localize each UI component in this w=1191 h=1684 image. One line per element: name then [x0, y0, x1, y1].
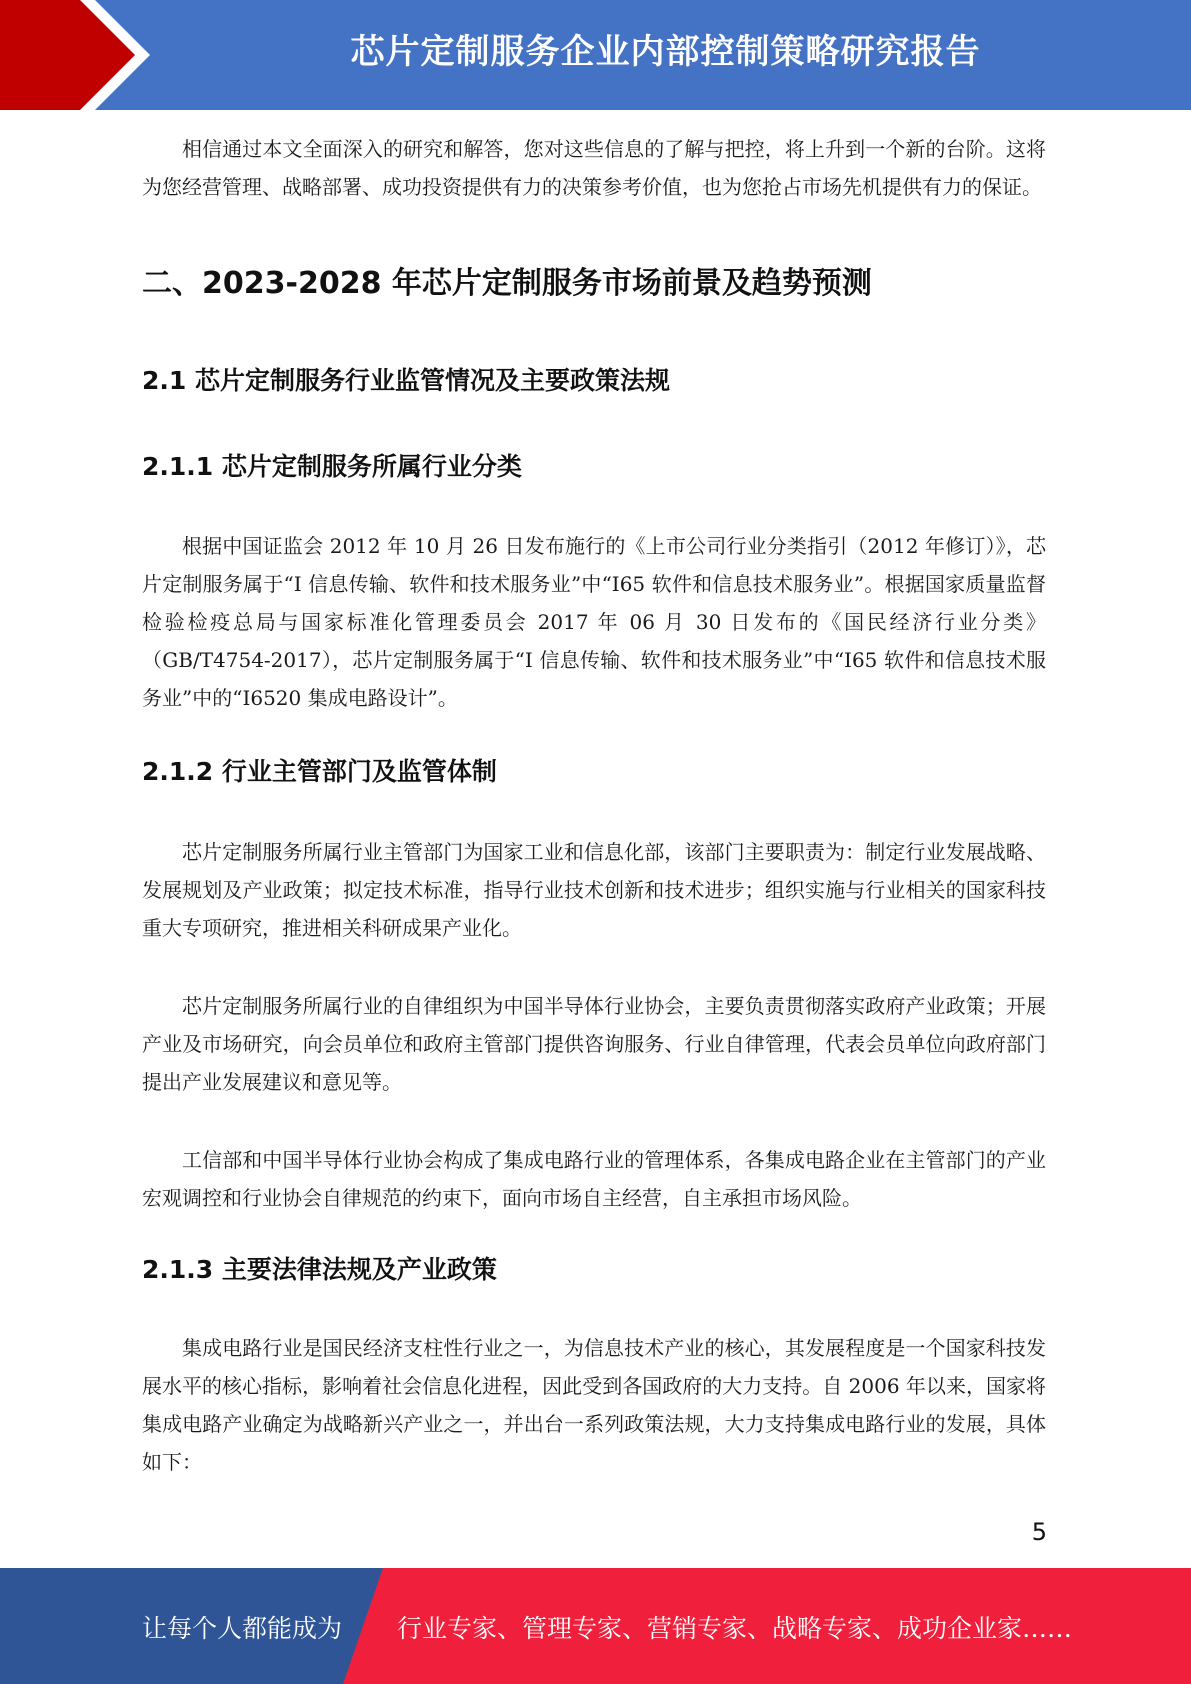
- header-banner: [0, 0, 1191, 110]
- subsection-heading-2-1: 2.1 芯片定制服务行业监管情况及主要政策法规: [142, 366, 670, 395]
- subsection-heading-2-1-3: 2.1.3 主要法律法规及产业政策: [142, 1255, 497, 1284]
- page-number: 5: [1031, 1518, 1047, 1546]
- subsection-heading-2-1-1: 2.1.1 芯片定制服务所属行业分类: [142, 452, 522, 481]
- paragraph-laws-policies: 集成电路行业是国民经济支柱性行业之一，为信息技术产业的核心，其发展程度是一个国家科技发展水平的核心指标，影响着社会信息化进程，因此受到各国政府的大力支持。自 2006 年以来，国家将集成电路产业确定为战略新兴产业之一，并出台一系列政策法规，大力支持集成电路行业的发展，具体如下：: [142, 1336, 1046, 1474]
- footer-slogan-left: 让每个人都能成为: [142, 1614, 343, 1643]
- paragraph-self-regulation: 芯片定制服务所属行业的自律组织为中国半导体行业协会，主要负责贯彻落实政府产业政策；开展产业及市场研究，向会员单位和政府主管部门提供咨询服务、行业自律管理，代表会员单位向政府部门提出产业发展建议和意见等。: [142, 994, 1046, 1094]
- page-content: [142, 130, 1046, 1481]
- footer-banner: [0, 1568, 1191, 1684]
- subsection-heading-2-1-2: 2.1.2 行业主管部门及监管体制: [142, 757, 497, 786]
- footer-slogan-right: 行业专家、管理专家、营销专家、战略专家、成功企业家……: [397, 1614, 1073, 1643]
- report-title: 芯片定制服务企业内部控制策略研究报告: [350, 32, 981, 72]
- paragraph-industry-classification: 根据中国证监会 2012 年 10 月 26 日发布施行的《上市公司行业分类指引（2012 年修订）》，芯片定制服务属于“I 信息传输、软件和技术服务业”中“I65 软件和信息技术服务业”。根据国家质量监督检验检疫总局与国家标准化管理委员会 2017 年 06 月 30 日发布的《国民经济行业分类》（GB/T4754-2017），芯片定制服务属于“I 信息传输、软件和技术服务业”中“I65 软件和信息技术服务业”中的“I6520 集成电路设计”。: [142, 534, 1046, 710]
- intro-paragraph: 相信通过本文全面深入的研究和解答，您对这些信息的了解与把控，将上升到一个新的台阶。这将为您经营管理、战略部署、成功投资提供有力的决策参考价值，也为您抢占市场先机提供有力的保证。: [142, 137, 1046, 199]
- paragraph-regulator: 芯片定制服务所属行业主管部门为国家工业和信息化部，该部门主要职责为：制定行业发展战略、发展规划及产业政策；拟定技术标准，指导行业技术创新和技术进步；组织实施与行业相关的国家科技重大专项研究，推进相关科研成果产业化。: [142, 840, 1046, 940]
- paragraph-management-system: 工信部和中国半导体行业协会构成了集成电路行业的管理体系，各集成电路企业在主管部门的产业宏观调控和行业协会自律规范的约束下，面向市场自主经营，自主承担市场风险。: [142, 1148, 1046, 1210]
- section-heading-2: 二、2023-2028 年芯片定制服务市场前景及趋势预测: [142, 266, 872, 301]
